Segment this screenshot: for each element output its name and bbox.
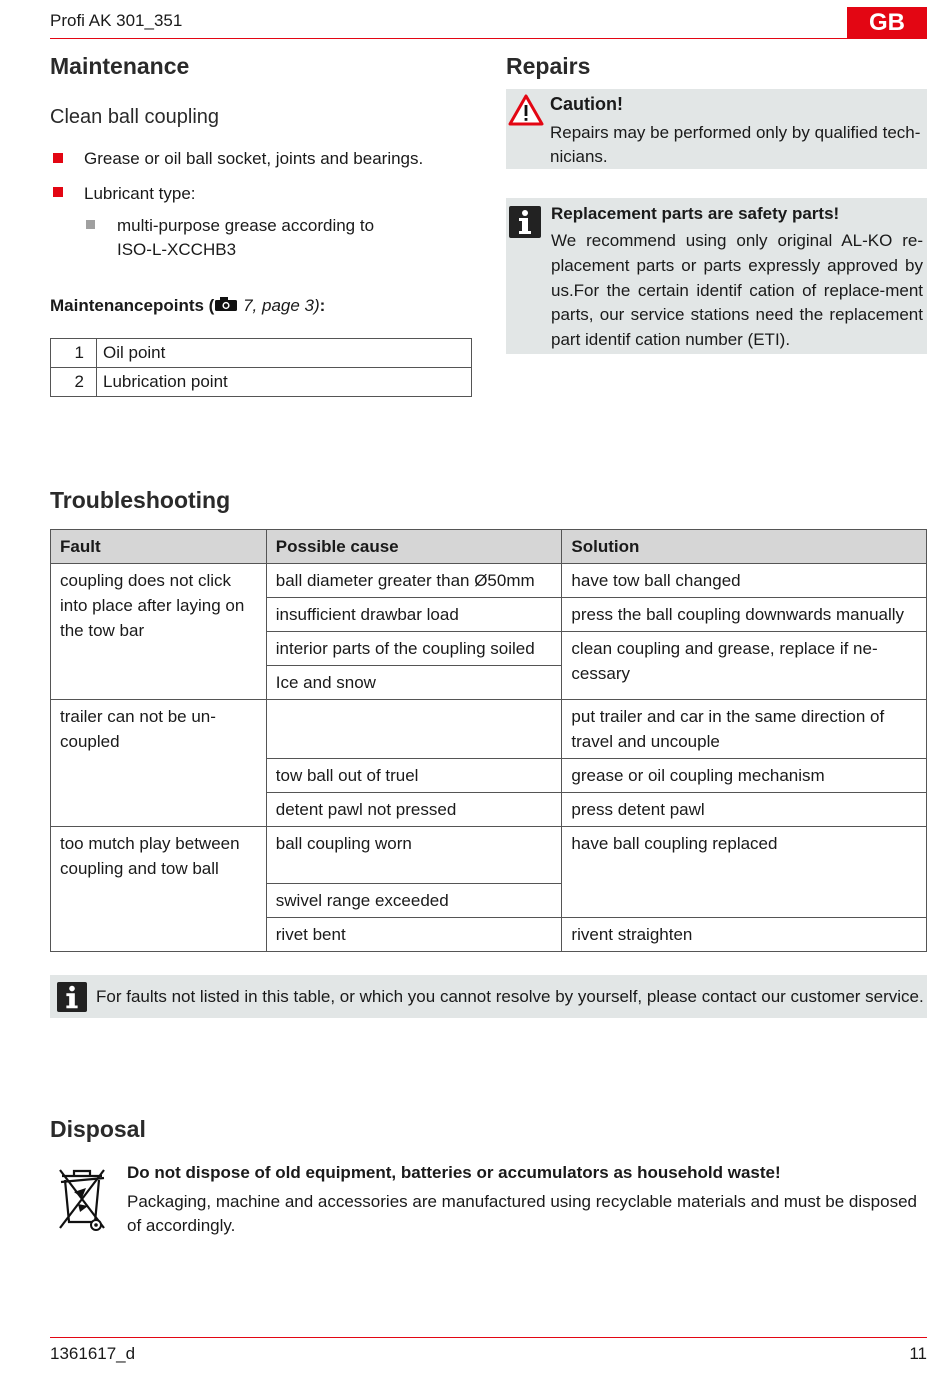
column-header-cause: Possible cause [266,530,562,564]
solution-cell: rivent straighten [562,918,927,952]
warning-icon [508,94,544,126]
cause-cell [266,700,562,759]
maintenance-bullet-1: Grease or oil ball socket, joints and bearings. [84,149,424,168]
language-badge: GB [847,7,927,39]
cause-cell: swivel range exceeded [266,884,562,918]
solution-cell: clean coupling and grease, replace if ne-cessary [562,632,927,700]
caution-box [506,89,927,169]
cause-cell: interior parts of the coupling soiled [266,632,562,666]
lubricant-type-line-2: ISO-L-XCCHB3 [117,240,237,259]
footer-rule [50,1337,927,1338]
maintenance-points-label: Maintenancepoints ( 7, page 3): [50,296,326,315]
repairs-heading: Repairs [506,53,591,79]
point-label: Lubrication point [97,368,472,397]
header-rule [50,38,927,39]
figure-reference: 7, page 3) [238,296,320,315]
camera-icon [214,297,238,312]
info-text-line-2: placement parts or parts expressly approved by [551,256,923,275]
table-row [51,700,927,759]
info-text-line-5: part identif cation number (ETI). [551,330,791,349]
disposal-text-line-1: Packaging, machine and accessories are manufactured using recyclable materials and must be disposed [127,1192,917,1211]
disposal-text-line-2: of accordingly. [127,1216,236,1235]
document-id: 1361617_d [50,1344,136,1363]
table-row [51,339,472,368]
table-row [51,827,927,884]
cause-cell: detent pawl not pressed [266,793,562,827]
sub-bullet-icon [86,220,95,229]
bullet-icon [53,153,63,163]
weee-crossed-bin-icon [54,1162,110,1234]
fault-cell: too mutch play between coupling and tow ball [51,827,267,952]
table-row [51,564,927,598]
cause-cell: insufficient drawbar load [266,598,562,632]
cause-cell: rivet bent [266,918,562,952]
caution-text-line-2: nicians. [550,147,608,166]
solution-cell: press detent pawl [562,793,927,827]
info-icon [57,982,87,1012]
info-box [506,198,927,354]
point-number: 2 [51,368,97,397]
maintenance-bullet-2: Lubricant type: [84,184,196,203]
cause-cell: Ice and snow [266,666,562,700]
fault-cell: coupling does not click into place after laying on the tow bar [51,564,267,700]
troubleshooting-table [50,529,927,952]
solution-cell: have tow ball changed [562,564,927,598]
column-header-solution: Solution [562,530,927,564]
column-header-fault: Fault [51,530,267,564]
maintenance-points-table [50,338,472,397]
point-label: Oil point [97,339,472,368]
cause-cell: tow ball out of truel [266,759,562,793]
disposal-warning: Do not dispose of old equipment, batteries or accumulators as household waste! [127,1163,781,1182]
info-title: Replacement parts are safety parts! [551,204,840,223]
caution-text-line-1: Repairs may be performed only by qualified tech- [550,123,921,142]
solution-cell: have ball coupling replaced [562,827,927,918]
solution-cell: press the ball coupling downwards manually [562,598,927,632]
info-icon [509,206,541,238]
customer-service-note [50,975,927,1018]
disposal-heading: Disposal [50,1116,146,1142]
info-text-line-3: us.For the certain identif cation of replace-ment [551,281,923,300]
clean-ball-coupling-heading: Clean ball coupling [50,106,220,128]
fault-cell: trailer can not be un-coupled [51,700,267,827]
table-header-row [51,530,927,564]
page-number: 11 [909,1344,927,1363]
table-row [51,368,472,397]
solution-cell: grease or oil coupling mechanism [562,759,927,793]
info-text-line-1: We recommend using only original AL-KO re- [551,231,923,250]
customer-service-text: For faults not listed in this table, or which you cannot resolve by yourself, please contact our customer service. [96,987,924,1006]
point-number: 1 [51,339,97,368]
cause-cell: ball coupling worn [266,827,562,884]
maintenance-heading: Maintenance [50,53,190,79]
cause-cell: ball diameter greater than Ø50mm [266,564,562,598]
bullet-icon [53,187,63,197]
info-text-line-4: parts, our service stations need the replacement [551,305,923,324]
troubleshooting-heading: Troubleshooting [50,487,231,513]
caution-title: Caution! [550,94,623,114]
lubricant-type-line-1: multi-purpose grease according to [117,216,375,235]
document-title: Profi AK 301_351 [50,11,183,30]
solution-cell: put trailer and car in the same direction of travel and uncouple [562,700,927,759]
